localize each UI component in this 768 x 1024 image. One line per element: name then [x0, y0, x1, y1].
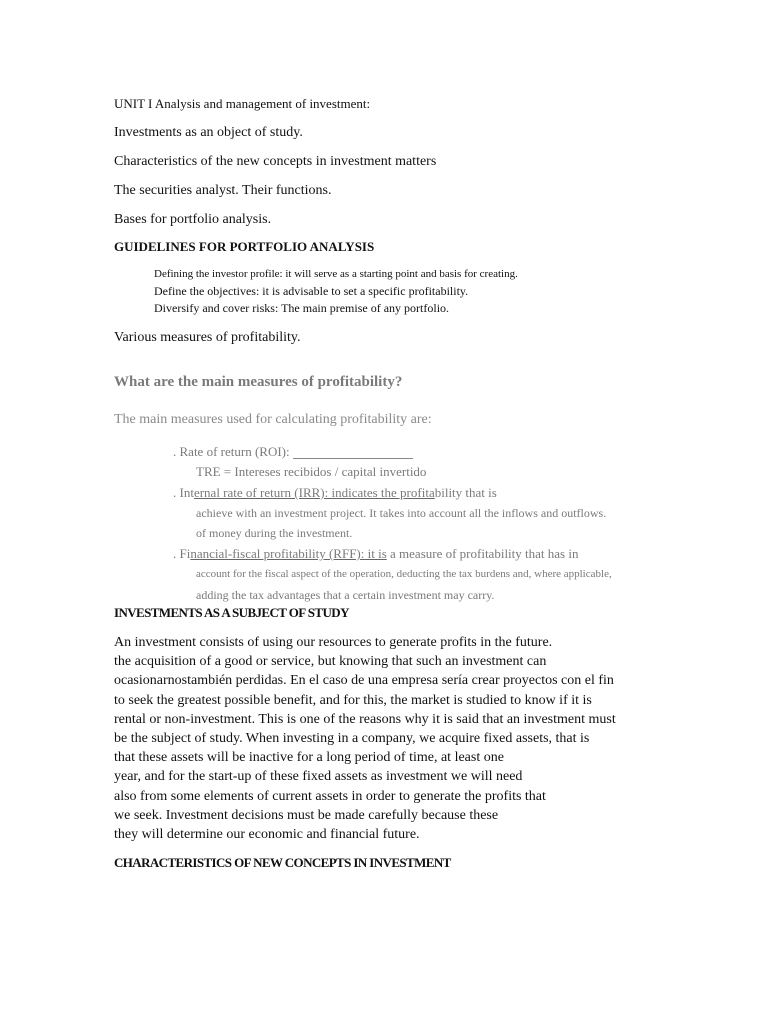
topic-item: The securities analyst. Their functions. — [114, 183, 332, 198]
irr-line3: of money during the investment. — [196, 526, 353, 540]
body-line: the acquisition of a good or service, but knowing that such an investment can — [114, 654, 547, 670]
body-line: they will determine our economic and financial future. — [114, 827, 420, 843]
measures-intro: The main measures used for calculating profitability are: — [114, 412, 432, 427]
body-line: that these assets will be inactive for a long period of time, at least one — [114, 750, 504, 766]
guideline-item — [152, 268, 518, 280]
rff-line3: adding the tax advantages that a certain investment may carry. — [196, 588, 495, 602]
unit-title: UNIT I Analysis and management of investment: — [114, 96, 371, 111]
body-line: ocasionarnostambién perdidas. En el caso de una empresa sería crear proyectos con el fin — [114, 673, 614, 689]
guidelines-heading: GUIDELINES FOR PORTFOLIO ANALYSIS — [114, 239, 375, 254]
section-heading: INVESTMENTS AS A SUBJECT OF STUDY — [114, 605, 349, 620]
rff-rest: a measure of profitability that has in — [386, 546, 579, 561]
rff-underlined: nancial-fiscal profitability (RFF): it is — [190, 546, 387, 561]
body-line: also from some elements of current assets in order to generate the profits that — [114, 788, 546, 804]
irr-line — [173, 485, 497, 501]
irr-rest: bility that is — [434, 485, 497, 500]
section-heading: CHARACTERISTICS OF NEW CONCEPTS IN INVESTMENT — [114, 855, 451, 870]
body-line: to seek the greatest possible benefit, and for this, the market is studied to know if it is — [114, 692, 592, 708]
body-line: rental or non-investment. This is one of the reasons why it is said that an investment must — [114, 711, 616, 727]
guideline-item — [152, 284, 468, 299]
topic-item: Bases for portfolio analysis. — [114, 212, 272, 227]
roi-formula: TRE = Intereses recibidos / capital invertido — [196, 464, 427, 479]
irr-lead: . Int — [173, 485, 194, 500]
body-line: An investment consists of using our resources to generate profits in the future. — [114, 635, 553, 650]
irr-line2: achieve with an investment project. It takes into account all the inflows and outflows. — [196, 506, 607, 520]
rff-lead: . Fi — [173, 546, 191, 561]
measures-line: Various measures of profitability. — [114, 330, 301, 345]
body-line: we seek. Investment decisions must be made carefully because these — [114, 807, 499, 823]
guideline-item — [152, 301, 449, 316]
roi-lead: . Rate of return (ROI): — [173, 444, 290, 459]
rff-line — [173, 546, 578, 562]
question-heading: What are the main measures of profitability? — [114, 374, 403, 390]
rff-line2: account for the fiscal aspect of the operation, deducting the tax burdens and, where applicable, — [196, 568, 612, 580]
irr-underlined: ernal rate of return (IRR): indicates the profita — [193, 485, 435, 500]
section-body — [114, 633, 714, 844]
body-line: year, and for the start-up of these fixed assets as investment we will need — [114, 769, 523, 785]
body-line: be the subject of study. When investing in a company, we acquire fixed assets, that is — [114, 731, 590, 747]
topic-item: Investments as an object of study. — [114, 125, 303, 140]
topic-item: Characteristics of the new concepts in investment matters — [114, 154, 437, 169]
guideline-text: Diversify and cover risks: The main premise of any portfolio. — [154, 301, 450, 315]
guideline-text: Define the objectives: it is advisable to set a specific profitability. — [154, 284, 469, 298]
roi-blank-line — [293, 458, 413, 459]
guideline-text: Defining the investor profile: it will serve as a starting point and basis for creating. — [154, 268, 518, 280]
